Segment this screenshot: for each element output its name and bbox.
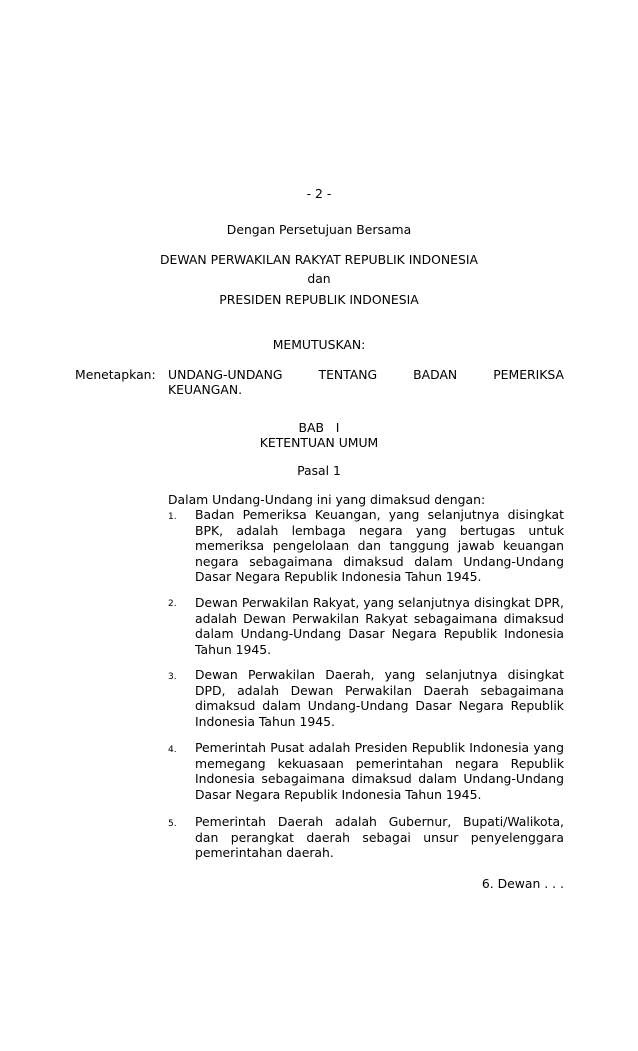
definition-line: Tahun 1945. (195, 641, 272, 657)
definition-line: DPD, adalah Dewan Perwakilan Daerah sebagaimana (195, 682, 564, 698)
menetapkan-title-line2: KEUANGAN. (168, 382, 243, 397)
definition-line: dan perangkat daerah sebagai unsur penyelenggara (195, 829, 564, 845)
definitions-intro: Dalam Undang-Undang ini yang dimaksud dengan: (168, 492, 486, 507)
definition-line: negara sebagaimana dimaksud dalam Undang-Undang (195, 553, 564, 569)
page-number: - 2 - (306, 186, 332, 201)
definition-item (195, 740, 564, 802)
decides-heading: MEMUTUSKAN: (272, 337, 366, 352)
definition-line: Indonesia sebagaimana dimaksud dalam Undang-Undang (195, 771, 564, 786)
definition-line: dalam Undang-Undang Dasar Negara Republik Indonesia (195, 626, 564, 641)
approval-heading: Dengan Persetujuan Bersama (226, 222, 412, 237)
article-heading: Pasal 1 (297, 463, 341, 478)
definition-line: Pemerintah Pusat adalah Presiden Republik Indonesia yang (195, 740, 564, 755)
definition-line: pemerintahan daerah. (195, 845, 334, 860)
chapter-number: BAB I (298, 420, 340, 435)
definition-item (195, 814, 564, 861)
definition-number: 5. (168, 819, 177, 829)
definition-line: Dewan Perwakilan Rakyat, yang selanjutnya disingkat DPR, (195, 595, 564, 610)
and-connector: dan (307, 271, 331, 286)
definition-item (195, 507, 564, 585)
definition-line: memeriksa pengelolaan dan tanggung jawab keuangan (195, 538, 564, 553)
definition-line: memegang kekuasaan pemerintahan negara Republik (195, 755, 564, 771)
president-heading: PRESIDEN REPUBLIK INDONESIA (219, 292, 419, 307)
continuation-marker: 6. Dewan . . . (481, 876, 564, 891)
definition-line: BPK, adalah lembaga negara yang bertugas untuk (195, 522, 564, 538)
definition-line: dimaksud dalam Undang-Undang Dasar Negara Republik (195, 698, 564, 713)
definition-line: Indonesia Tahun 1945. (195, 713, 335, 729)
definition-line: Badan Pemeriksa Keuangan, yang selanjutnya disingkat (195, 507, 564, 522)
definition-line: Dasar Negara Republik Indonesia Tahun 1945. (195, 786, 482, 802)
definition-number: 1. (168, 512, 177, 522)
definition-item (195, 595, 564, 657)
menetapkan-title-line1: UNDANG-UNDANG TENTANG BADAN PEMERIKSA (168, 367, 564, 382)
definition-line: Pemerintah Daerah adalah Gubernur, Bupati/Walikota, (195, 814, 564, 829)
menetapkan-label: Menetapkan: (75, 367, 156, 382)
dpr-heading: DEWAN PERWAKILAN RAKYAT REPUBLIK INDONESIA (159, 252, 479, 267)
chapter-title: KETENTUAN UMUM (259, 435, 379, 450)
definition-number: 4. (168, 745, 177, 755)
definition-line: Dasar Negara Republik Indonesia Tahun 1945. (195, 569, 482, 584)
definition-line: adalah Dewan Perwakilan Rakyat sebagaimana dimaksud (195, 610, 564, 626)
definition-number: 2. (168, 599, 177, 609)
definition-number: 3. (168, 672, 177, 682)
definition-line: Dewan Perwakilan Daerah, yang selanjutnya disingkat (195, 667, 564, 682)
definition-item (195, 667, 564, 729)
